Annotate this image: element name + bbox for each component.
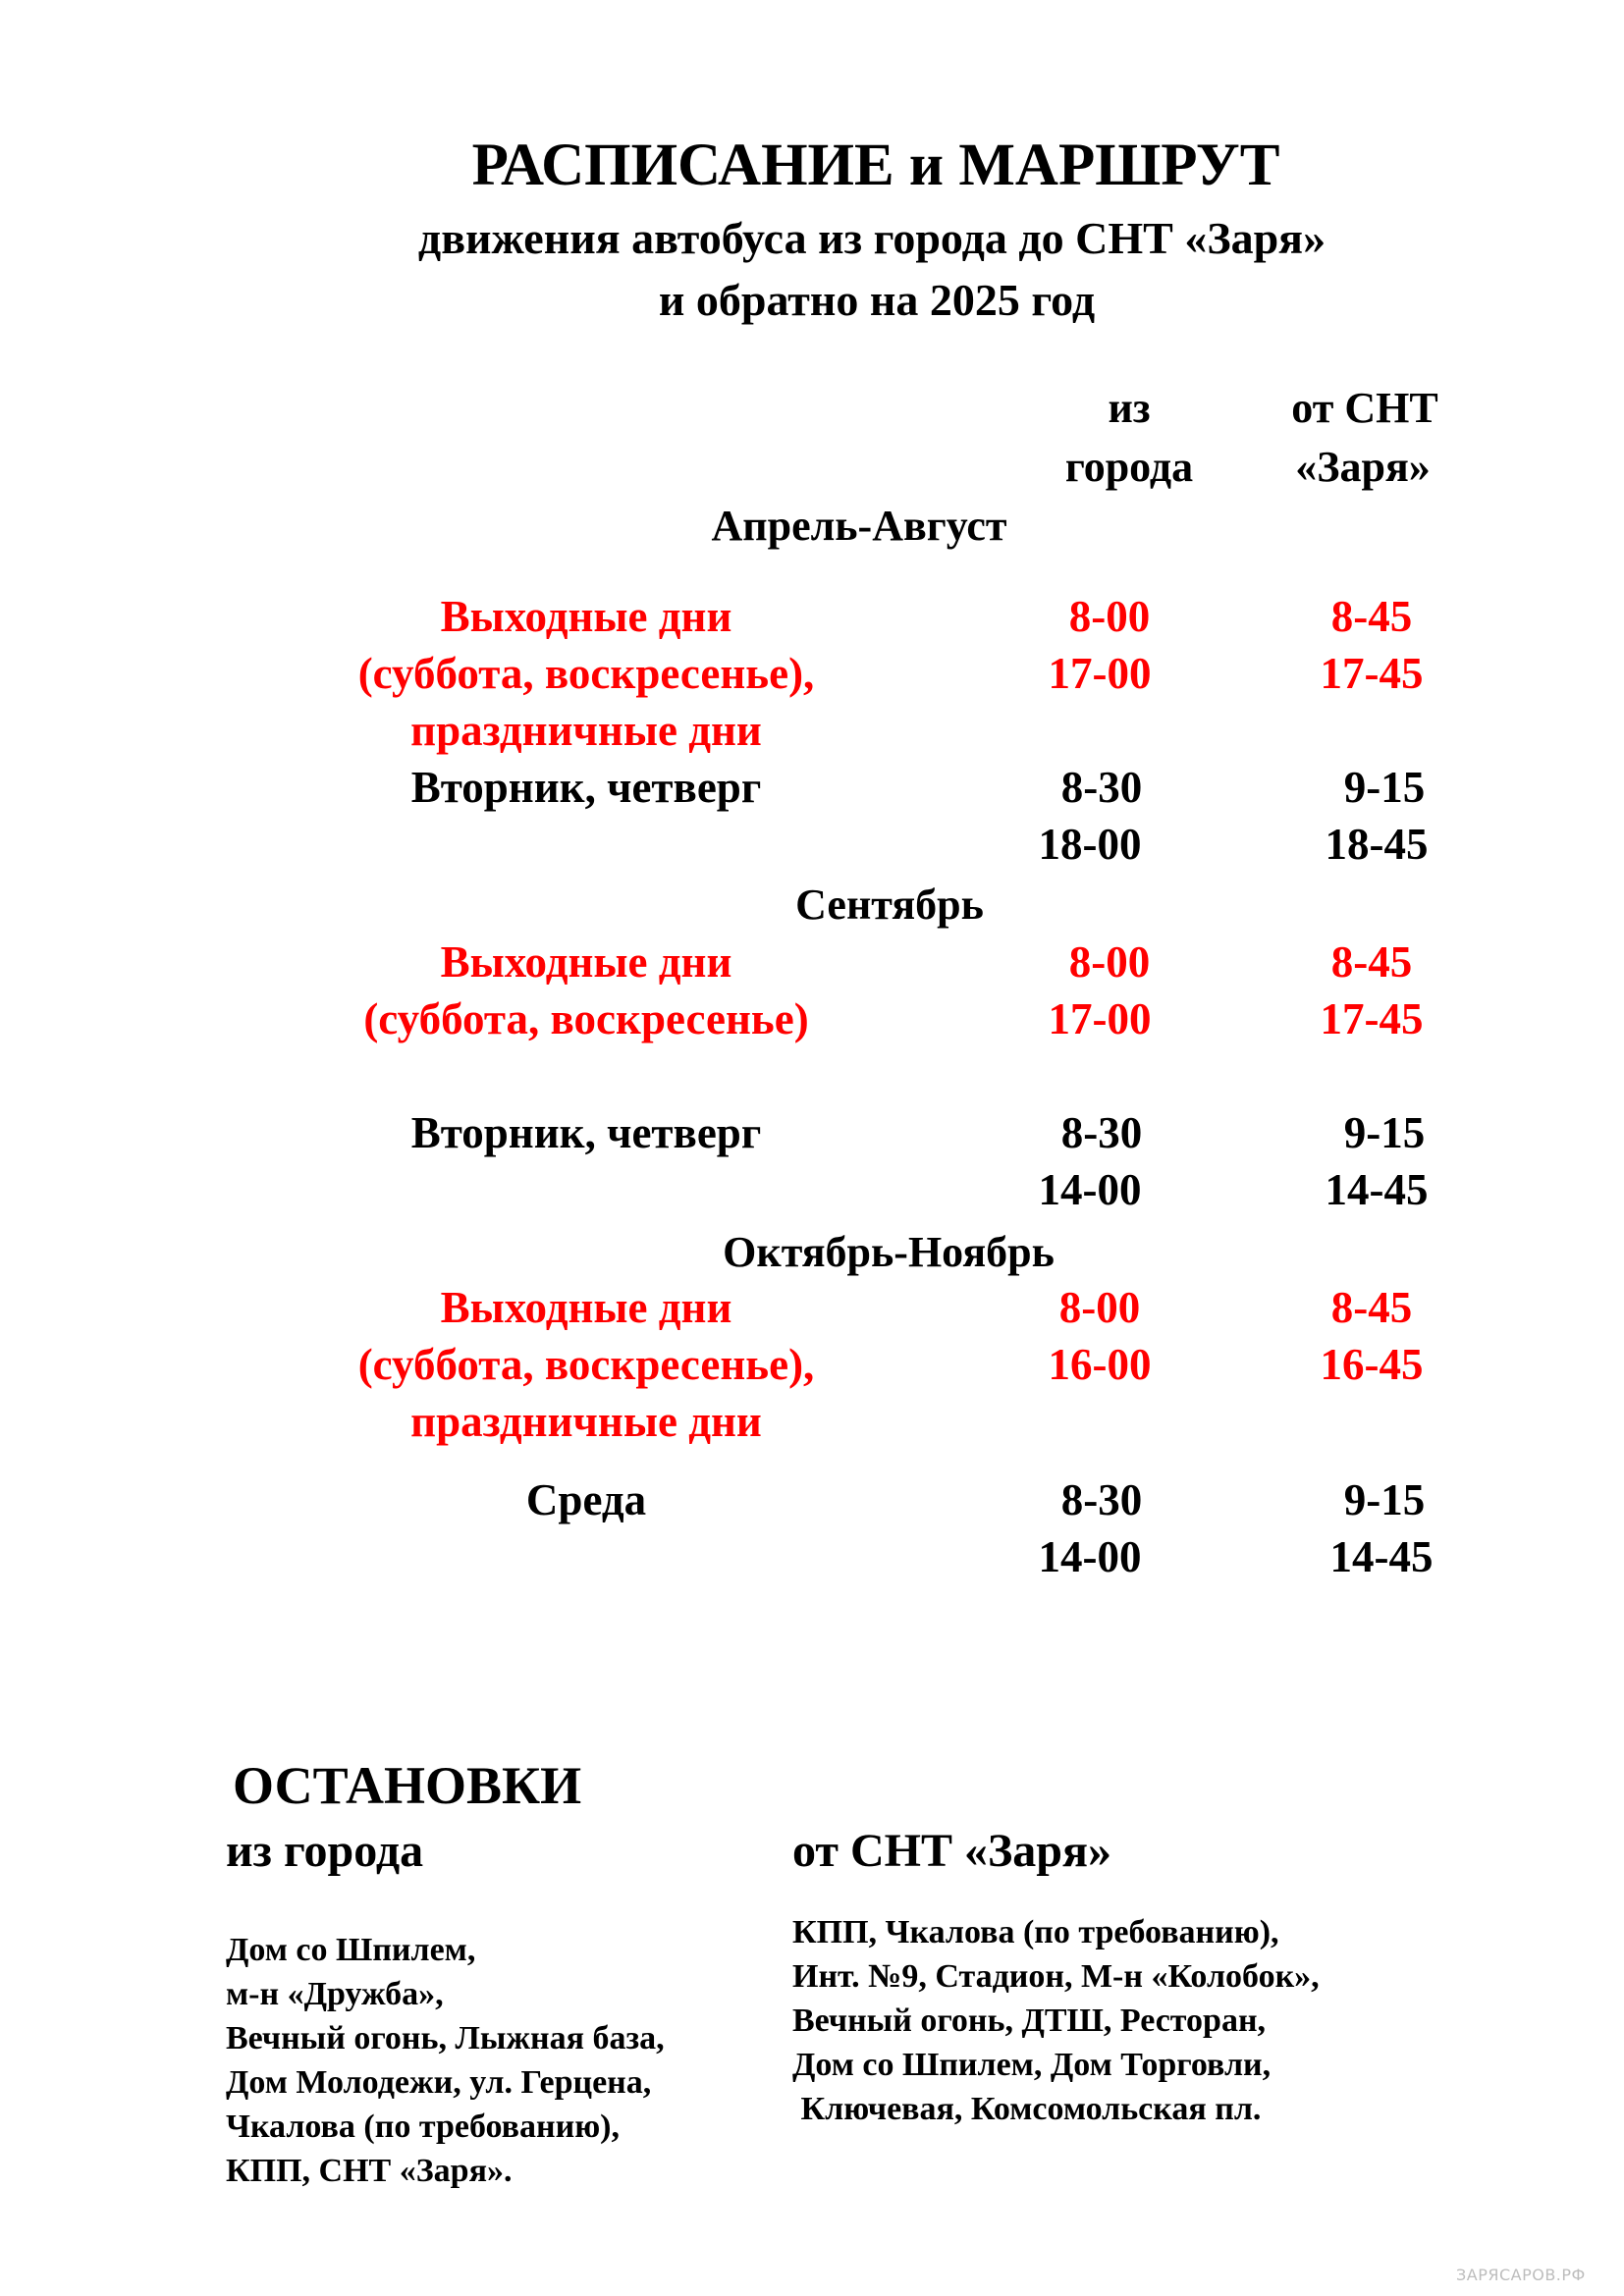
list-item: КПП, Чкалова (по требованию), (792, 1914, 1279, 1950)
weekend-label: Выходные дни (440, 937, 732, 987)
weekend-label: (суббота, воскресенье), (357, 1340, 815, 1389)
list-item: Инт. №9, Стадион, М-н «Колобок», (792, 1958, 1320, 1995)
stops-from-snt-title: от СНТ «Заря» (792, 1825, 1111, 1877)
list-item: Дом Молодежи, ул. Герцена, (226, 2064, 652, 2101)
weekend-label: праздничные дни (410, 706, 762, 755)
departure-time-from-snt: 9-15 (1343, 763, 1426, 812)
departure-time-from-city: 17-00 (1048, 649, 1152, 698)
departure-time-from-snt: 8-45 (1330, 592, 1413, 641)
weekend-label: (суббота, воскресенье) (363, 994, 809, 1043)
document-subtitle-line2: и обратно на 2025 год (658, 275, 1096, 325)
departure-time-from-city: 8-00 (1068, 592, 1151, 641)
column-header-from-city-line2: города (1064, 443, 1194, 491)
column-header-from-city-line1: из (1108, 384, 1151, 432)
list-item: Чкалова (по требованию), (226, 2109, 620, 2145)
weekday-label: Среда (525, 1475, 647, 1524)
weekday-label: Вторник, четверг (410, 763, 762, 812)
list-item: Дом со Шпилем, (226, 1932, 476, 1968)
departure-time-from-city: 8-00 (1058, 1283, 1141, 1332)
period-heading: Октябрь-Ноябрь (723, 1228, 1055, 1276)
list-item: Ключевая, Комсомольская пл. (792, 2091, 1262, 2127)
list-item: КПП, СНТ «Заря». (226, 2153, 513, 2189)
stops-from-city-title: из города (226, 1825, 424, 1877)
document-subtitle-line1: движения автобуса из города до СНТ «Заря» (417, 213, 1326, 263)
departure-time-from-snt: 17-45 (1320, 649, 1424, 698)
list-item: Дом со Шпилем, Дом Торговли, (792, 2047, 1272, 2083)
departure-time-from-snt: 9-15 (1343, 1108, 1426, 1157)
list-item: Вечный огонь, Лыжная база, (226, 2020, 665, 2056)
document-title: РАСПИСАНИЕ и МАРШРУТ (471, 133, 1280, 198)
departure-time-from-city: 8-30 (1060, 1108, 1143, 1157)
departure-time-from-snt: 17-45 (1320, 994, 1424, 1043)
departure-time-from-snt: 16-45 (1320, 1340, 1424, 1389)
list-item: Вечный огонь, ДТШ, Ресторан, (792, 2002, 1267, 2039)
list-item: м-н «Дружба», (226, 1976, 444, 2012)
departure-time-from-city: 16-00 (1048, 1340, 1152, 1389)
departure-time-from-snt: 14-45 (1325, 1165, 1429, 1214)
weekend-label: Выходные дни (440, 592, 732, 641)
departure-time-from-city: 8-30 (1060, 763, 1143, 812)
weekend-label: праздничные дни (410, 1397, 762, 1446)
departure-time-from-city: 8-00 (1068, 937, 1151, 987)
column-header-from-snt-line2: «Заря» (1295, 443, 1431, 491)
departure-time-from-city: 8-30 (1060, 1475, 1143, 1524)
period-heading: Апрель-Август (711, 502, 1007, 550)
departure-time-from-snt: 8-45 (1330, 1283, 1413, 1332)
departure-time-from-city: 18-00 (1038, 820, 1142, 869)
weekday-label: Вторник, четверг (410, 1108, 762, 1157)
departure-time-from-city: 14-00 (1038, 1532, 1142, 1581)
departure-time-from-snt: 18-45 (1325, 820, 1429, 869)
departure-time-from-city: 17-00 (1048, 994, 1152, 1043)
watermark: ЗАРЯСАРОВ.РФ (1456, 2266, 1586, 2284)
departure-time-from-snt: 9-15 (1343, 1475, 1426, 1524)
departure-time-from-snt: 14-45 (1329, 1532, 1434, 1581)
stops-title: ОСТАНОВКИ (233, 1756, 582, 1815)
weekend-label: (суббота, воскресенье), (357, 649, 815, 698)
departure-time-from-snt: 8-45 (1330, 937, 1413, 987)
period-heading: Сентябрь (795, 881, 984, 929)
weekend-label: Выходные дни (440, 1283, 732, 1332)
departure-time-from-city: 14-00 (1038, 1165, 1142, 1214)
column-header-from-snt-line1: от СНТ (1291, 384, 1438, 432)
